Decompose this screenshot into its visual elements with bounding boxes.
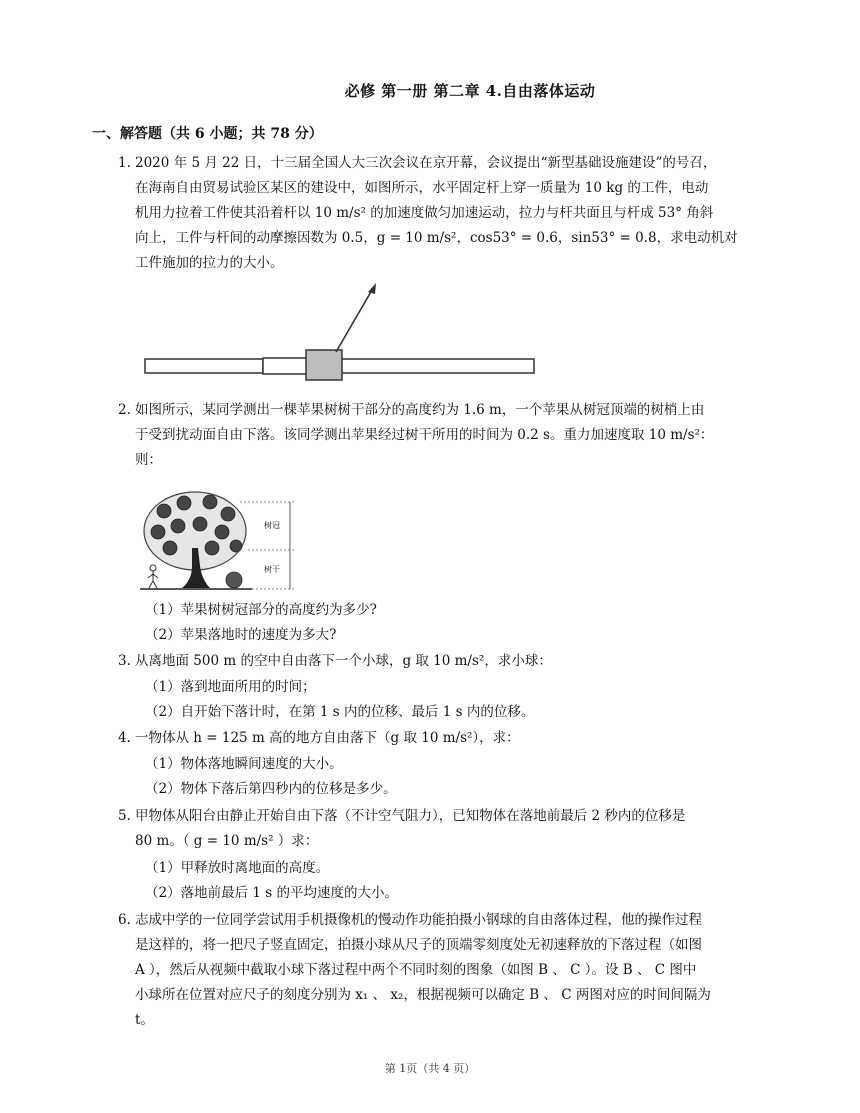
apple: [230, 540, 242, 552]
fallen-apple: [226, 572, 242, 588]
question-5: [118, 804, 768, 854]
measure-guides: [240, 502, 295, 589]
question-text: [118, 398, 768, 473]
question-number: 3.: [118, 653, 131, 669]
text-line: 一物体从 h = 125 m 高的地方自由落下（g 取 10 m/s²），求：: [135, 730, 520, 746]
apple-tree-figure: [140, 488, 300, 596]
question-number: 5.: [118, 808, 131, 824]
crown-label: 树冠: [264, 521, 280, 530]
question-3: [118, 649, 768, 674]
force-arrow: [336, 290, 372, 352]
stick-person: [148, 565, 158, 588]
apple: [157, 504, 171, 518]
text-line: 甲物体从阳台由静止开始自由下落（不计空气阻力），已知物体在落地前最后 2 秒内的位移是: [135, 808, 686, 824]
text-line: 从离地面 500 m 的空中自由落下一个小球，g 取 10 m/s²，求小球：: [135, 653, 552, 669]
sub-question: （2）物体下落后第四秒内的位移是多少。: [145, 781, 397, 797]
text-line: A ），然后从视频中截取小球下落过程中两个不同时刻的图象（如图 B 、 C ）。设 B 、 C 图中: [135, 962, 697, 978]
text-line: 在海南自由贸易试验区某区的建设中，如图所示，水平固定杆上穿一质量为 10 kg 的工件，电动: [135, 180, 709, 196]
text-line: 如图所示，某同学测出一棵苹果树树干部分的高度约为 1.6 m，一个苹果从树冠顶端的树梢上由: [135, 402, 705, 418]
text-line: 小球所在位置对应尺子的刻度分别为 x₁ 、 x₂，根据视频可以确定 B 、 C 两图对应的时间间隔为: [135, 987, 711, 1003]
question-number: 4.: [118, 730, 131, 746]
rod-left-sleeve: [263, 358, 311, 374]
page-title: 必修 第一册 第二章 4.自由落体运动: [344, 82, 596, 100]
question-number: 1.: [118, 155, 131, 171]
text-line: 机用力拉着工件使其沿着杆以 10 m/s² 的加速度做匀加速运动，拉力与杆共面且与杆成 53° 角斜: [135, 205, 714, 221]
apple: [221, 507, 235, 521]
question-number: 2.: [118, 402, 131, 418]
text-line: 工件施加的拉力的大小。: [135, 255, 284, 271]
trunk-label: 树干: [264, 565, 280, 574]
page-footer: 第 1页（共 4 页）: [384, 1062, 476, 1075]
question-text: [118, 804, 768, 854]
sub-question: （1）苹果树树冠部分的高度约为多少?: [145, 602, 377, 618]
apple: [193, 517, 207, 531]
question-text: [118, 908, 768, 1033]
rod-right: [340, 359, 534, 373]
apple: [205, 541, 219, 555]
sub-question: （2）自开始下落计时，在第 1 s 内的位移、最后 1 s 内的位移。: [145, 704, 535, 720]
sub-question: （1）落到地面所用的时间；: [145, 679, 316, 695]
section-heading: 一、解答题（共 6 小题；共 78 分）: [92, 126, 323, 142]
rod-left: [145, 359, 263, 373]
question-4: [118, 726, 768, 751]
sub-question: （2）落地前最后 1 s 的平均速度的大小。: [145, 885, 398, 901]
apple: [177, 496, 191, 510]
text-line: 则：: [135, 452, 162, 468]
workpiece-block: [306, 350, 342, 380]
text-line: t。: [135, 1012, 154, 1028]
text-line: 80 m。（ g = 10 m/s² ）求：: [135, 833, 319, 849]
sub-question: （2）苹果落地时的速度为多大?: [145, 627, 337, 643]
rod-block-figure: [140, 278, 540, 390]
apple: [151, 525, 165, 539]
text-line: 志成中学的一位同学尝试用手机摄像机的慢动作功能拍摄小钢球的自由落体过程，他的操作过程: [135, 912, 702, 928]
sub-question: （1）甲释放时离地面的高度。: [145, 860, 330, 876]
text-line: 是这样的，将一把尺子竖直固定，拍摄小球从尺子的顶端零刻度处无初速释放的下落过程（如图: [135, 937, 702, 953]
sub-question: （1）物体落地瞬间速度的大小。: [145, 756, 343, 772]
text-line: 向上，工件与杆间的动摩擦因数为 0.5，g = 10 m/s²，cos53° = 0.6，sin53° = 0.8，求电动机对: [135, 230, 738, 246]
apple: [215, 525, 229, 539]
force-arrowhead: [368, 283, 376, 294]
apple: [203, 495, 217, 509]
apple: [163, 541, 177, 555]
question-6: [118, 908, 768, 1033]
text-line: 2020 年 5 月 22 日，十三届全国人大三次会议在京开幕，会议提出“新型基础设施建设”的号召，: [135, 155, 717, 171]
apple: [171, 519, 185, 533]
question-text: [118, 151, 768, 276]
question-2: [118, 398, 768, 473]
text-line: 于受到扰动面自由下落。该同学测出苹果经过树干所用的时间为 0.2 s。重力加速度取 10 m/s²：: [135, 427, 714, 443]
question-1: [118, 151, 768, 276]
question-number: 6.: [118, 912, 131, 928]
